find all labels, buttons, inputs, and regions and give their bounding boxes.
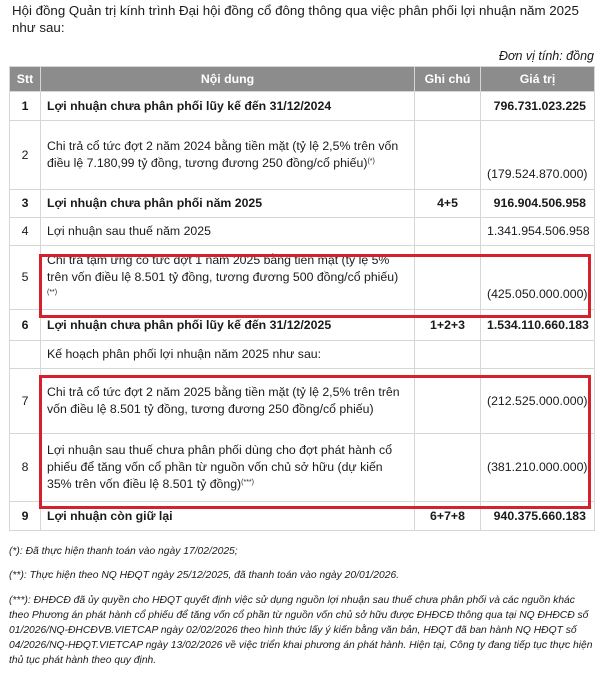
header-content: Nội dung xyxy=(41,67,415,92)
row-value: 1.534.110.660.183 xyxy=(481,310,595,341)
row-value: (381.210.000.000) xyxy=(481,434,595,502)
row-content: Lợi nhuận chưa phân phối lũy kế đến 31/12/2025 xyxy=(41,310,415,341)
row-note xyxy=(415,369,481,434)
row-content: Lợi nhuận sau thuế chưa phân phối dùng cho đợt phát hành cổ phiếu để tăng vốn cổ phần từ nguồn vốn chủ sở hữu (dự kiến 35% trên vốn điều lệ 8.501 tỷ đồng) xyxy=(47,443,393,491)
row-stt: 2 xyxy=(10,121,41,190)
row-stt: 6 xyxy=(10,310,41,341)
row-stt: 8 xyxy=(10,434,41,502)
row-value: 1.341.954.506.958 xyxy=(481,218,595,246)
row-stt: 9 xyxy=(10,502,41,531)
row-value: (179.524.870.000) xyxy=(481,121,595,190)
header-stt: Stt xyxy=(10,67,41,92)
footnote-marker: (***) xyxy=(241,479,254,486)
table-row xyxy=(10,92,595,121)
row-content: Lợi nhuận còn giữ lại xyxy=(41,502,415,531)
table-row xyxy=(10,218,595,246)
row-content-cell xyxy=(41,121,415,190)
row-note xyxy=(415,246,481,310)
footnote-2: (**): Thực hiện theo NQ HĐQT ngày 25/12/2025, đã thanh toán vào ngày 20/01/2026. xyxy=(9,570,400,581)
row-stt xyxy=(10,341,41,369)
intro-paragraph: Hội đồng Quản trị kính trình Đại hội đồng cổ đông thông qua việc phân phối lợi nhuận năm 2025 như sau: xyxy=(12,3,579,35)
row-stt: 1 xyxy=(10,92,41,121)
row-note xyxy=(415,218,481,246)
header-value: Giá trị xyxy=(481,67,595,92)
table-row xyxy=(10,246,595,310)
row-note: 1+2+3 xyxy=(415,310,481,341)
row-stt: 3 xyxy=(10,190,41,218)
row-content: Lợi nhuận chưa phân phối lũy kế đến 31/12/2024 xyxy=(41,92,415,121)
footnote-marker: (**) xyxy=(47,289,58,296)
row-stt: 5 xyxy=(10,246,41,310)
table-row xyxy=(10,502,595,531)
row-note xyxy=(415,92,481,121)
footnote-3: (***): ĐHĐCĐ đã ủy quyền cho HĐQT quyết định việc sử dụng nguồn lợi nhuận sau thuế chưa phân phối và các nguồn khác theo Phương án phát hành cổ phiếu để tăng vốn cổ phần từ nguồn vốn chủ sở hữu được ĐHĐCĐ thông qua tại NQ ĐHĐCĐ số 01/2026/NQ-ĐHCĐVB.VIETCAP ngày 02/02/2026 theo hình thức lấy ý kiến bằng văn bản, HĐQT đã ban hành NQ HĐQT số 04/2026/NQ-HĐQT.VIETCAP ngày 13/02/2026 về việc triển khai phương án phát hành. Hiện tại, Công ty đang tiếp tục thực hiện thủ tục phát hành theo quy định. xyxy=(9,595,593,666)
row-content-cell xyxy=(41,246,415,310)
table-row xyxy=(10,190,595,218)
table-row xyxy=(10,121,595,190)
header-note: Ghi chú xyxy=(415,67,481,92)
row-note xyxy=(415,121,481,190)
row-value: 796.731.023.225 xyxy=(481,92,595,121)
profit-distribution-table xyxy=(9,66,595,531)
row-note: 4+5 xyxy=(415,190,481,218)
row-value: (425.050.000.000) xyxy=(481,246,595,310)
row-note xyxy=(415,434,481,502)
row-content-cell xyxy=(41,434,415,502)
row-content: Lợi nhuận chưa phân phối năm 2025 xyxy=(41,190,415,218)
row-content: Chi trả cổ tức đợt 2 năm 2024 bằng tiền mặt (tỷ lệ 2,5% trên vốn điều lệ 7.180,99 tỷ đồng, tương đương 250 đồng/cổ phiếu) xyxy=(47,139,399,170)
row-note: 6+7+8 xyxy=(415,502,481,531)
table-row xyxy=(10,310,595,341)
table-header-row xyxy=(10,67,595,92)
footnote-marker: (*) xyxy=(367,158,375,165)
row-content: Chi trả tạm ứng cổ tức đợt 1 năm 2025 bằng tiền mặt (tỷ lệ 5% trên vốn điều lệ 8.501 tỷ đồng, tương đương 500 đồng/cổ phiếu) xyxy=(47,253,399,284)
row-content: Kế hoạch phân phối lợi nhuận năm 2025 như sau: xyxy=(41,341,415,369)
unit-label: Đơn vị tính: đồng xyxy=(498,49,594,63)
table-row xyxy=(10,369,595,434)
row-content: Lợi nhuận sau thuế năm 2025 xyxy=(41,218,415,246)
row-stt: 4 xyxy=(10,218,41,246)
row-value: 940.375.660.183 xyxy=(481,502,595,531)
row-value: (212.525.000.000) xyxy=(481,369,595,434)
row-value: 916.904.506.958 xyxy=(481,190,595,218)
footnote-1: (*): Đã thực hiện thanh toán vào ngày 17/02/2025; xyxy=(9,546,238,557)
row-note xyxy=(415,341,481,369)
row-value xyxy=(481,341,595,369)
row-stt: 7 xyxy=(10,369,41,434)
table-row xyxy=(10,341,595,369)
table-row xyxy=(10,434,595,502)
row-content: Chi trả cổ tức đợt 2 năm 2025 bằng tiền mặt (tỷ lệ 2,5% trên trên vốn điều lệ 8.501 tỷ đồng, tương đương 250 đồng/cổ phiếu) xyxy=(41,369,415,434)
